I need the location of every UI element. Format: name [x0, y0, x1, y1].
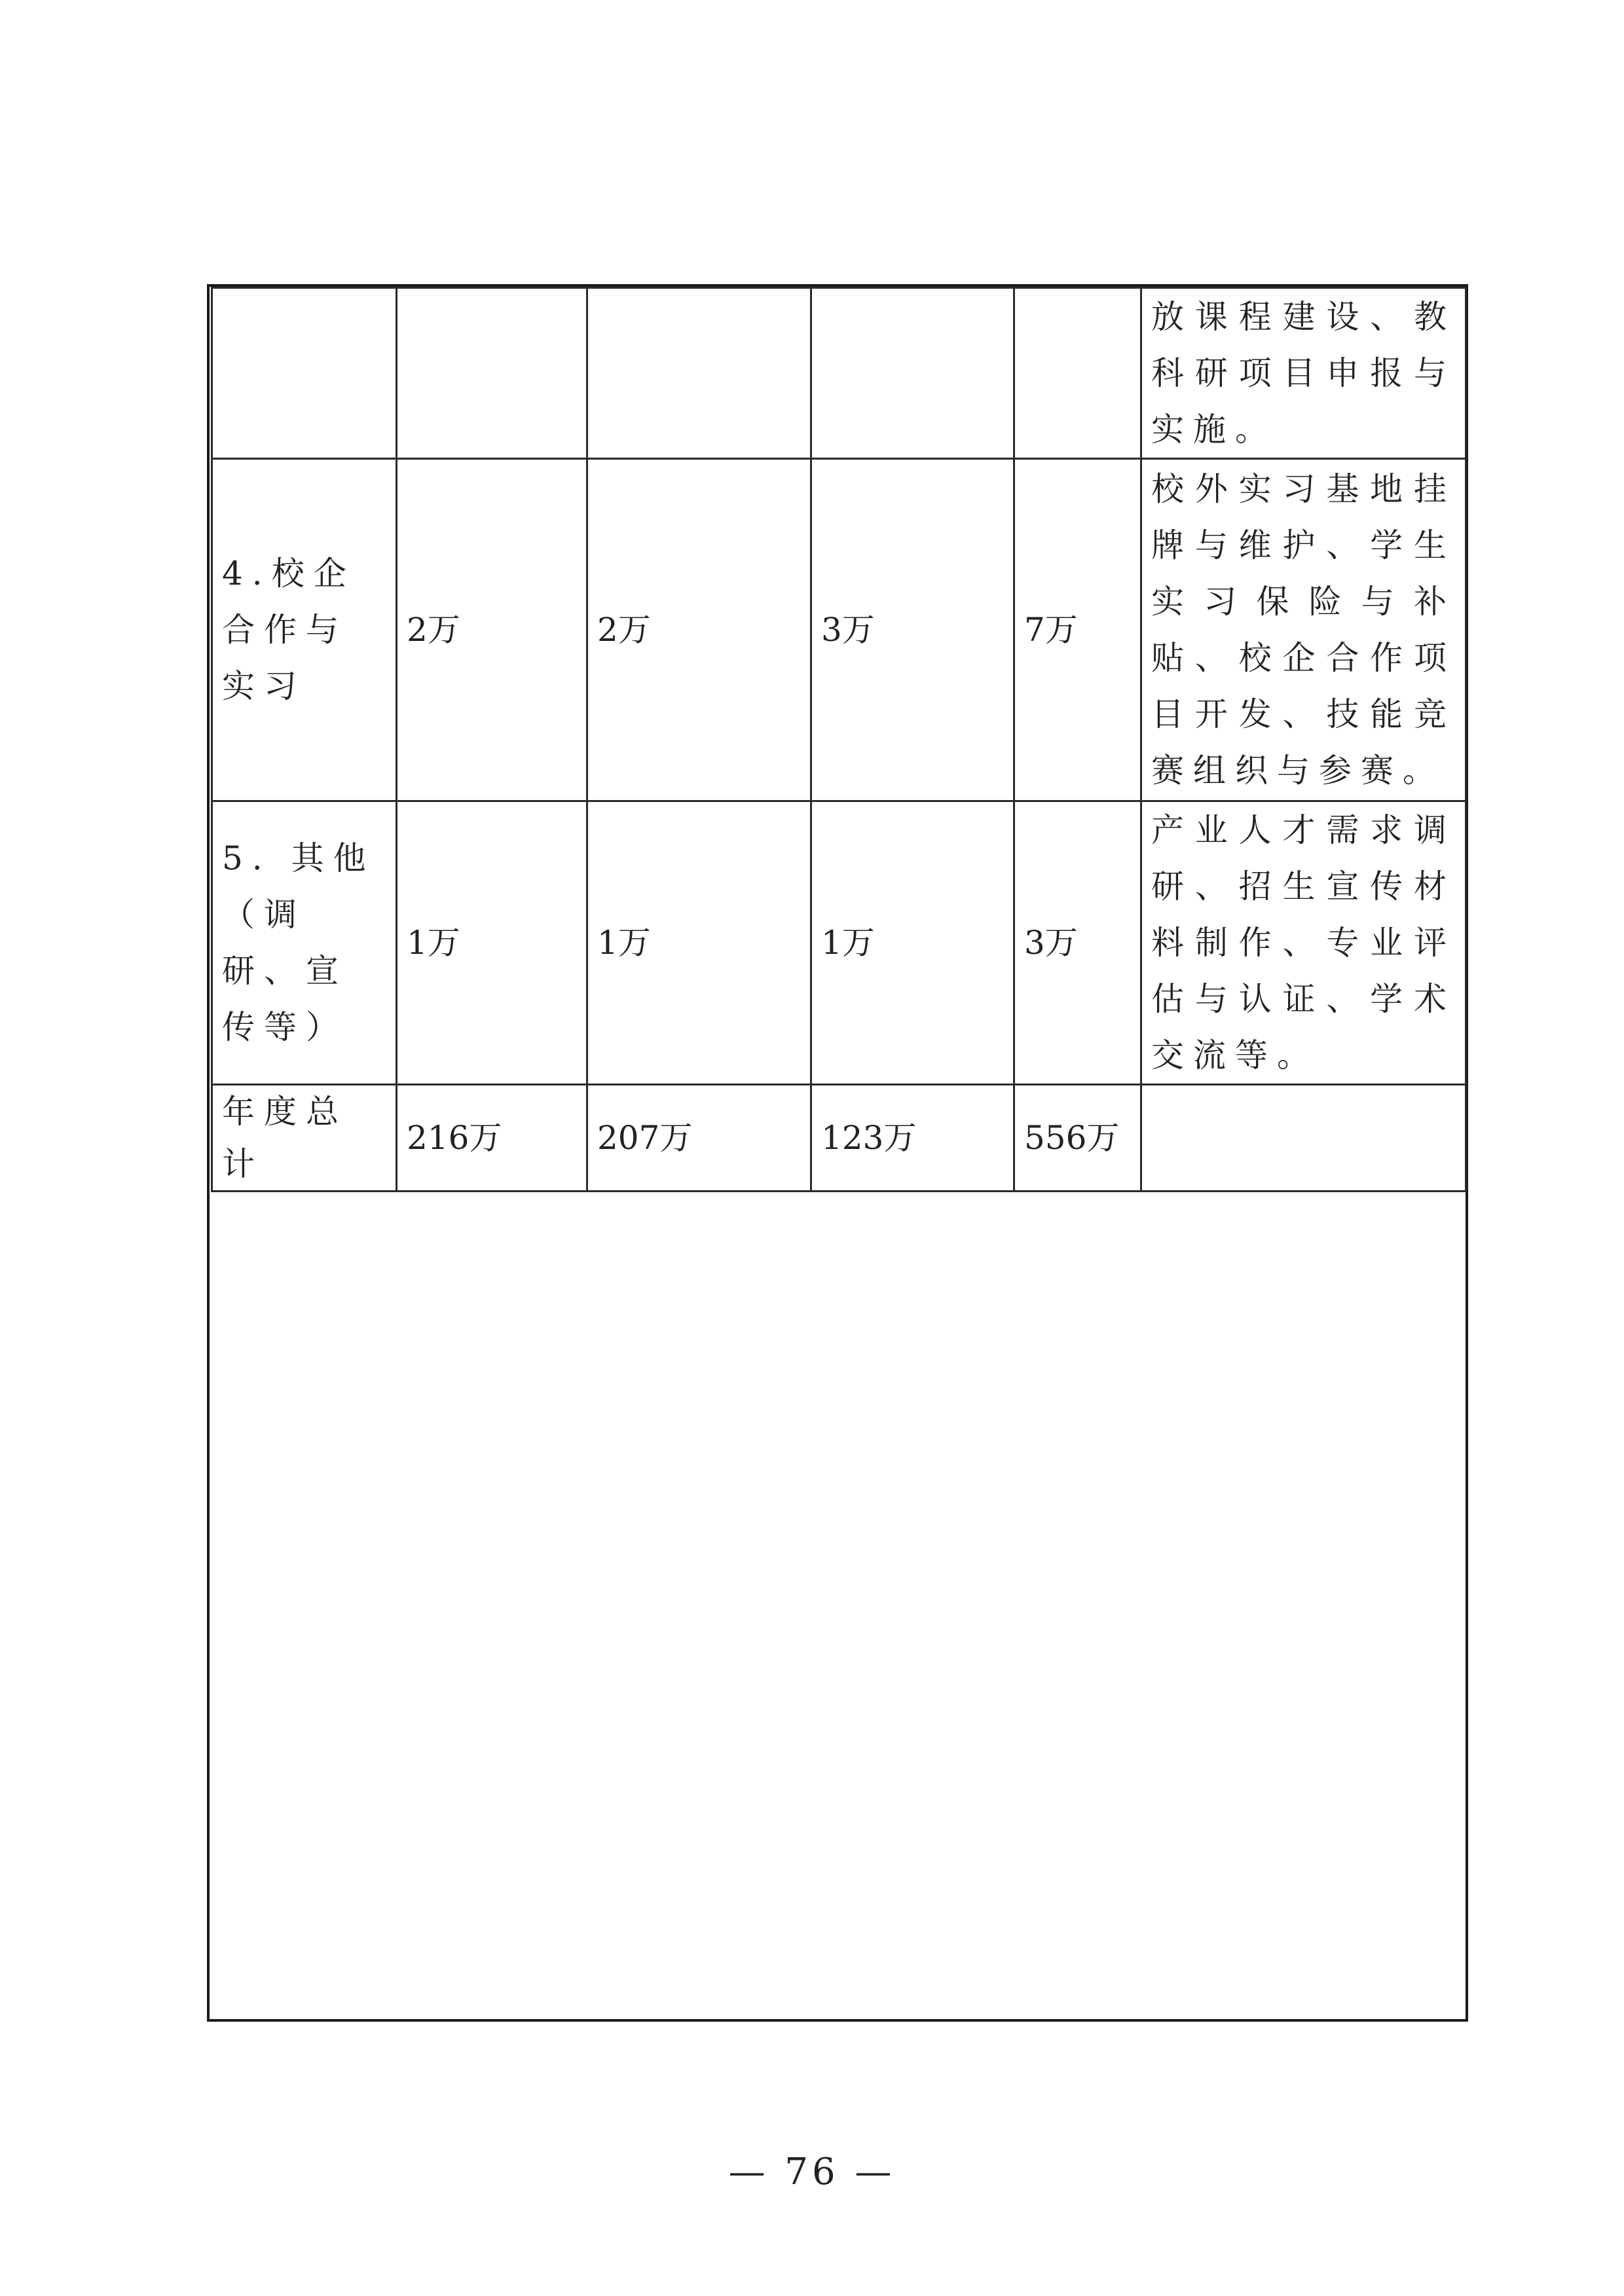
year1-cell: 216万 — [397, 1085, 587, 1192]
year1-cell: 2万 — [397, 459, 587, 801]
table-row — [212, 459, 1466, 801]
year2-cell — [587, 288, 811, 459]
page-number: — 76 — — [728, 2151, 896, 2193]
year1-cell: 1万 — [397, 801, 587, 1085]
description-cell: 产业人才需求调研、招生宣传材料制作、专业评估与认证、学术交流等。 — [1141, 801, 1466, 1085]
total-cell — [1014, 288, 1141, 459]
description-cell: 校外实习基地挂牌与维护、学生实习保险与补贴、校企合作项目开发、技能竞赛组织与参赛。 — [1141, 459, 1466, 801]
year3-cell: 3万 — [811, 459, 1014, 801]
total-cell: 7万 — [1014, 459, 1141, 801]
item-cell — [212, 288, 397, 459]
item-cell: 5. 其他（调研、宣传等） — [212, 801, 397, 1085]
item-cell: 年度总计 — [212, 1085, 397, 1192]
year2-cell: 2万 — [587, 459, 811, 801]
total-cell: 3万 — [1014, 801, 1141, 1085]
table-row-total — [212, 1085, 1466, 1192]
year2-cell: 1万 — [587, 801, 811, 1085]
description-cell: 放课程建设、教科研项目申报与实施。 — [1141, 288, 1466, 459]
year3-cell — [811, 288, 1014, 459]
table-row — [212, 288, 1466, 459]
year3-cell: 1万 — [811, 801, 1014, 1085]
item-cell: 4.校企合作与实习 — [212, 459, 397, 801]
table-row — [212, 801, 1466, 1085]
budget-table — [211, 287, 1467, 1192]
total-cell: 556万 — [1014, 1085, 1141, 1192]
year3-cell: 123万 — [811, 1085, 1014, 1192]
description-cell — [1141, 1085, 1466, 1192]
year2-cell: 207万 — [587, 1085, 811, 1192]
year1-cell — [397, 288, 587, 459]
